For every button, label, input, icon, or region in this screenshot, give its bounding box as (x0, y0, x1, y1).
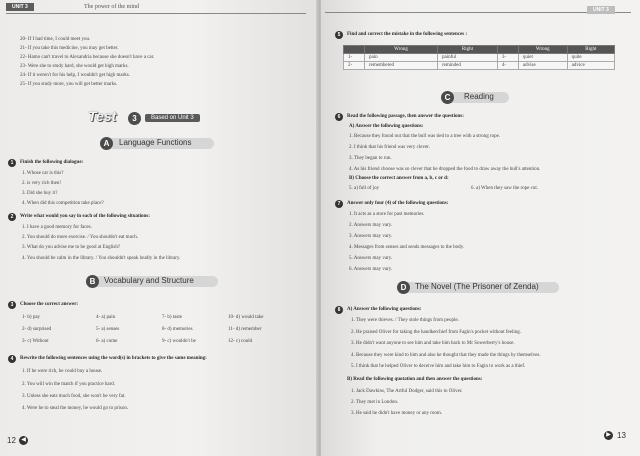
answer-line: 1. If he were rich, he could buy a house. (22, 369, 103, 374)
answer-line: 6. a) When they saw the rope cut. (471, 186, 538, 191)
section-letter-d: D (397, 281, 410, 294)
section-title-c: Reading (464, 92, 494, 101)
choice-cell: 6- a) come (96, 339, 118, 344)
question-number: 4 (8, 355, 16, 363)
answer-line: 2. You should do more exercise. / You shouldn't eat much. (22, 235, 139, 240)
question-title: Choose the correct answer: (20, 302, 79, 307)
section-letter-a: A (100, 137, 113, 150)
answer-line: 3. What do you advise me to be good at English? (22, 245, 121, 250)
choice-cell: 5- a) senses (96, 327, 120, 332)
page-number: 13 (617, 431, 626, 440)
choice-cell: 1- b) pay (22, 315, 41, 320)
answer-line: 3. Unless she eats much food, she won't be very fat. (22, 394, 126, 399)
table-cell: quiet (518, 54, 567, 62)
right-page (321, 0, 640, 456)
page-badge-icon: ◀ (19, 436, 28, 445)
section-title-d: The Novel (The Prisoner of Zenda) (415, 282, 539, 291)
choice-cell: 10- d) would take (228, 315, 264, 320)
question-number: 7 (335, 200, 343, 208)
header-rule (325, 12, 631, 13)
choice-cell: 11- d) remember (228, 327, 262, 332)
answer-line: 5. Answers may vary. (349, 256, 393, 261)
prev-line: 20- If I had time, I could meet you. (20, 37, 91, 42)
part-title: A) Answer the following questions: (347, 307, 422, 312)
table-cell: remembered (365, 62, 438, 70)
table-cell: advise (518, 62, 567, 70)
table-cell: 3- (497, 54, 518, 62)
question-title: Read the following passage, then answer the questions: (347, 114, 464, 119)
answer-line: 3. Answers may vary. (349, 234, 393, 239)
test-label: Based on Unit 3 (145, 114, 200, 122)
left-page (0, 0, 318, 456)
choice-cell: 12- c) could (228, 339, 253, 344)
test-heading: Test (88, 108, 117, 124)
table-cell: 1- (344, 54, 365, 62)
question-title: Write what would you say in each of the following situations: (20, 214, 150, 219)
table-header: Wrong (518, 46, 567, 54)
test-number: 3 (128, 112, 141, 125)
answer-line: 4. When did this competition take place? (22, 201, 104, 206)
table-cell: quite (567, 54, 614, 62)
answer-line: 4. Messages from senses and sends messages to the body. (349, 245, 465, 250)
answer-line: 4. As his friend choose was so clever that he dropped the food to draw away the bull's attention. (349, 167, 541, 172)
table-cell: advice (567, 62, 614, 70)
mistakes-table (343, 45, 615, 70)
question-number: 3 (8, 301, 16, 309)
prev-line: 23- Were she to study hard, she would get high marks. (20, 64, 129, 69)
prev-line: 22- Hamo can't travel to Alexandria because she doesn't have a car. (20, 55, 155, 60)
question-title: Finish the following dialogue: (20, 160, 84, 165)
answer-line: 2. I think that his friend was very clever. (349, 145, 430, 150)
answer-line: 3. Did she buy it? (22, 191, 58, 196)
answer-line: 1. Because they found out that the bull was tied to a tree with a strong rope. (349, 134, 501, 139)
answer-line: 2. is very rich then! (22, 181, 62, 186)
question-number: 6 (335, 113, 343, 121)
choice-cell: 7- b) taste (162, 315, 182, 320)
part-title: A) Answer the following questions: (349, 124, 424, 129)
answer-line: 2. He praised Oliver for taking the handkerchief from Fagin's pocket without feeling. (351, 330, 522, 335)
table-row (344, 54, 615, 62)
part-title: B) Choose the correct answer from a, b, c or d: (349, 176, 449, 181)
answer-line: 2. Answers may vary. (349, 223, 393, 228)
table-cell: pain (365, 54, 438, 62)
table-header: Right (567, 46, 614, 54)
choice-cell: 4- a) pain (96, 315, 116, 320)
question-number: 5 (335, 31, 343, 39)
section-title-a: Language Functions (119, 138, 192, 147)
table-header: Right (438, 46, 498, 54)
question-number: 2 (8, 213, 16, 221)
choice-cell: 9- c) wouldn't be (162, 339, 196, 344)
answer-line: 2. They met in London. (351, 400, 399, 405)
table-header: Wrong (365, 46, 438, 54)
answer-line: 1. I have a good memory for faces. (22, 225, 92, 230)
part-title: B) Read the following quotation and then answer the questions: (347, 377, 483, 382)
choice-cell: 2- d) surprised (22, 327, 52, 332)
table-cell: reminded (438, 62, 498, 70)
answer-line: 5. a) full of joy (349, 186, 380, 191)
question-title: Rewrite the following sentences using the word(s) in brackets to give the same meaning: (20, 356, 207, 361)
answer-line: 3. He said he didn't have money or any room. (351, 411, 443, 416)
answer-line: 5. I think that he helped Oliver to deceive him and take him to Fagin to work as a thief. (351, 364, 526, 369)
table-row (344, 62, 615, 70)
answer-line: 6. Answers may vary. (349, 267, 393, 272)
prev-line: 24- If it weren't for his help, I wouldn't get high marks. (20, 73, 130, 78)
choice-cell: 8- d) memories (162, 327, 193, 332)
section-letter-c: C (441, 91, 454, 104)
choice-cell: 3- c) Without (22, 339, 49, 344)
answer-line: 4. You should be calm in the library. / You shouldn't speak loudly in the library. (22, 256, 181, 261)
answer-line: 1. It acts as a store for past memories. (349, 212, 425, 217)
question-title: Find and correct the mistake in the following sentences : (347, 32, 468, 37)
page-number: 12 (7, 436, 16, 445)
page-badge-icon: ▶ (604, 431, 613, 440)
answer-line: 1. They were thieves. / They stole things from people. (351, 318, 459, 323)
unit-title: The power of the mind (84, 4, 139, 10)
question-number: 8 (335, 306, 343, 314)
section-letter-b: B (86, 275, 99, 288)
table-cell: painful (438, 54, 498, 62)
answer-line: 4. Were he to steal the money, he would go to prison. (22, 406, 129, 411)
table-cell: 4- (497, 62, 518, 70)
answer-line: 1. Whose car is this? (22, 171, 64, 176)
answer-line: 1. Jack Dawkins, The Artful Dodger, said this to Oliver. (351, 389, 463, 394)
section-title-b: Vocabulary and Structure (104, 276, 194, 285)
table-cell: 2- (344, 62, 365, 70)
answer-line: 4. Because they were kind to him and also he thought that they made the things by themselves. (351, 353, 541, 358)
question-title: Answer only four (4) of the following questions: (347, 201, 449, 206)
answer-line: 2. You will win the match if you practice hard. (22, 382, 116, 387)
unit-tag: UNIT 3 (587, 6, 615, 14)
header-rule (6, 13, 306, 14)
answer-line: 3. He didn't want anyone to see him and take him back to Mr Sowerberry's house. (351, 341, 515, 346)
question-number: 1 (8, 159, 16, 167)
prev-line: 21- If you take this medicine, you may get better. (20, 46, 119, 51)
answer-line: 3. They began to run. (349, 156, 392, 161)
unit-tag: UNIT 3 (6, 3, 34, 11)
prev-line: 25- If you study more, you will get better marks. (20, 82, 118, 87)
